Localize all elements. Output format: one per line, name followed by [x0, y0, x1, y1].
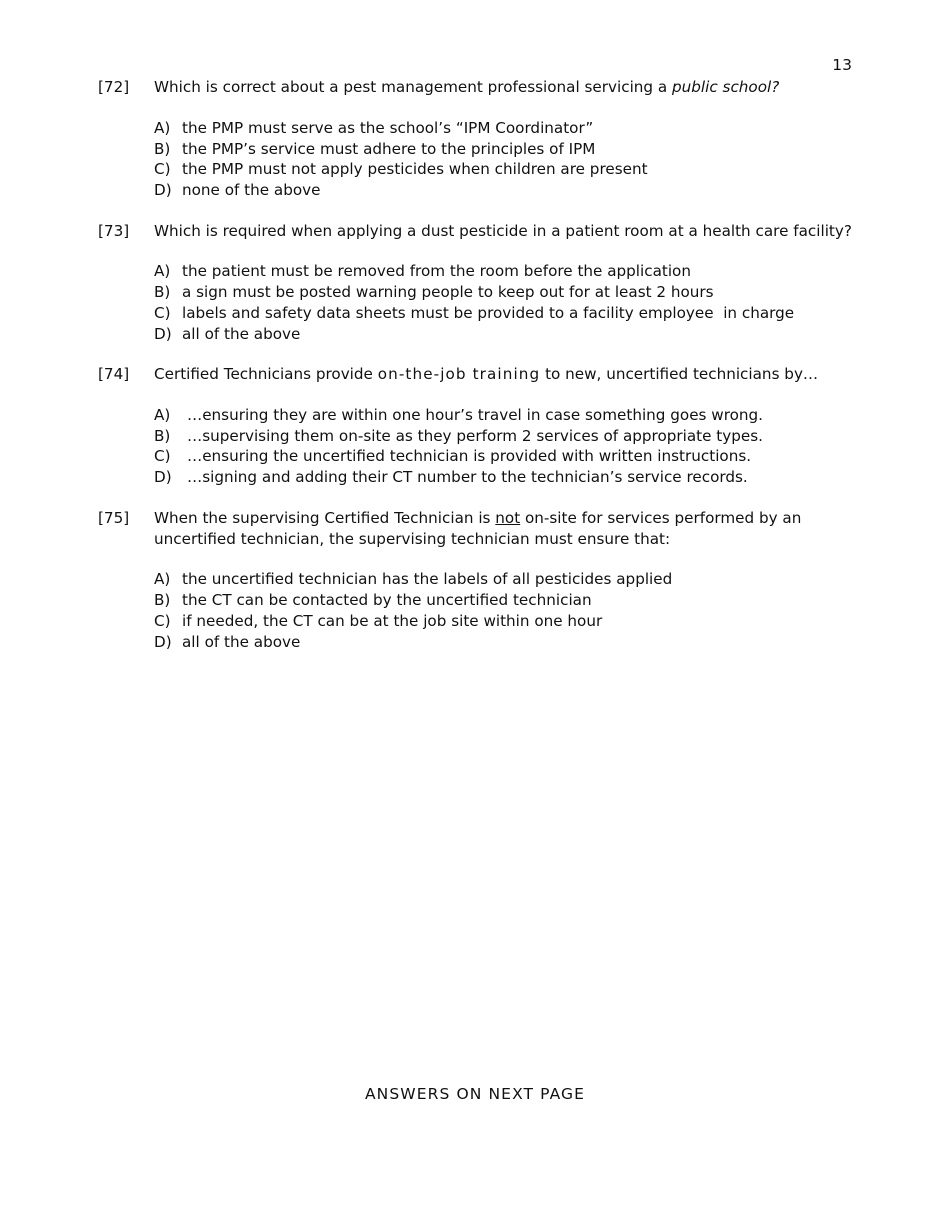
option-letter: C) [154, 611, 171, 630]
answer-option [154, 303, 858, 324]
option-text: none of the above [182, 180, 321, 199]
answer-option [154, 569, 858, 590]
answer-option [154, 261, 858, 282]
question-text: Certified Technicians provide on-the-job training to new, uncertified technicians by… [154, 365, 819, 384]
answer-option [154, 467, 858, 488]
option-text: the uncertified technician has the labels of all pesticides applied [182, 570, 673, 589]
question-text: When the supervising Certified Technician is not on-site for services performed by an uncertified technician, the supervising technician must ensure that: [154, 508, 802, 548]
option-letter: D) [154, 324, 172, 343]
question-text: Which is required when applying a dust pesticide in a patient room at a health care facility? [154, 221, 852, 240]
option-letter: A) [154, 262, 171, 281]
option-letter: A) [154, 570, 171, 589]
question-number: [73] [98, 221, 130, 240]
question-72 [98, 77, 858, 201]
option-letter: D) [154, 632, 172, 651]
option-letter: B) [154, 139, 171, 158]
option-text: labels and safety data sheets must be provided to a facility employee in charge [182, 303, 795, 322]
answer-option [154, 118, 858, 139]
question-74 [98, 364, 858, 488]
option-letter: A) [154, 118, 171, 137]
answer-option [154, 159, 858, 180]
answer-option [154, 590, 858, 611]
answer-option [154, 324, 858, 345]
answer-option [154, 611, 858, 632]
option-text: a sign must be posted warning people to keep out for at least 2 hours [182, 283, 714, 302]
option-text: …ensuring they are within one hour’s travel in case something goes wrong. [187, 406, 763, 425]
answer-option [154, 405, 858, 426]
page-number: 13 [832, 56, 852, 74]
option-text: the PMP’s service must adhere to the principles of IPM [182, 139, 596, 158]
answer-option [154, 180, 858, 201]
question-number: [72] [98, 78, 130, 96]
question-list [98, 77, 858, 672]
question-73 [98, 221, 858, 345]
option-letter: C) [154, 303, 171, 322]
option-text: all of the above [182, 632, 301, 651]
option-text: …signing and adding their CT number to the technician’s service records. [187, 468, 748, 487]
option-letter: B) [154, 591, 171, 610]
question-number: [75] [98, 508, 130, 527]
question-75 [98, 508, 858, 652]
option-letter: D) [154, 468, 172, 487]
answer-options [154, 261, 858, 344]
option-letter: B) [154, 283, 171, 302]
option-text: the CT can be contacted by the uncertified technician [182, 591, 592, 610]
question-number: [74] [98, 365, 130, 384]
spaced-term: on-the-job training [377, 365, 541, 384]
answers-next-page-note: ANSWERS ON NEXT PAGE [364, 1085, 586, 1103]
answer-options [154, 569, 858, 652]
option-text: the patient must be removed from the room before the application [182, 262, 691, 281]
option-text: …ensuring the uncertified technician is provided with written instructions. [187, 447, 752, 466]
option-text: all of the above [182, 324, 301, 343]
option-letter: D) [154, 180, 172, 199]
answer-option [154, 282, 858, 303]
option-letter: C) [154, 160, 171, 179]
question-text: Which is correct about a pest management professional servicing a public school? [154, 78, 780, 96]
option-text: the PMP must not apply pesticides when children are present [182, 160, 648, 179]
answer-options [154, 118, 858, 201]
option-text: if needed, the CT can be at the job site within one hour [182, 611, 603, 630]
answer-option [154, 632, 858, 653]
answer-option [154, 426, 858, 447]
answer-options [154, 405, 858, 488]
option-letter: A) [154, 406, 171, 425]
answer-option [154, 446, 858, 467]
emphasis-text: public school? [672, 78, 780, 96]
option-text: the PMP must serve as the school’s “IPM Coordinator” [182, 118, 594, 137]
option-text: …supervising them on-site as they perform 2 services of appropriate types. [187, 426, 763, 445]
underlined-word: not [495, 508, 521, 527]
option-letter: B) [154, 426, 171, 445]
answer-option [154, 139, 858, 160]
option-letter: C) [154, 447, 171, 466]
